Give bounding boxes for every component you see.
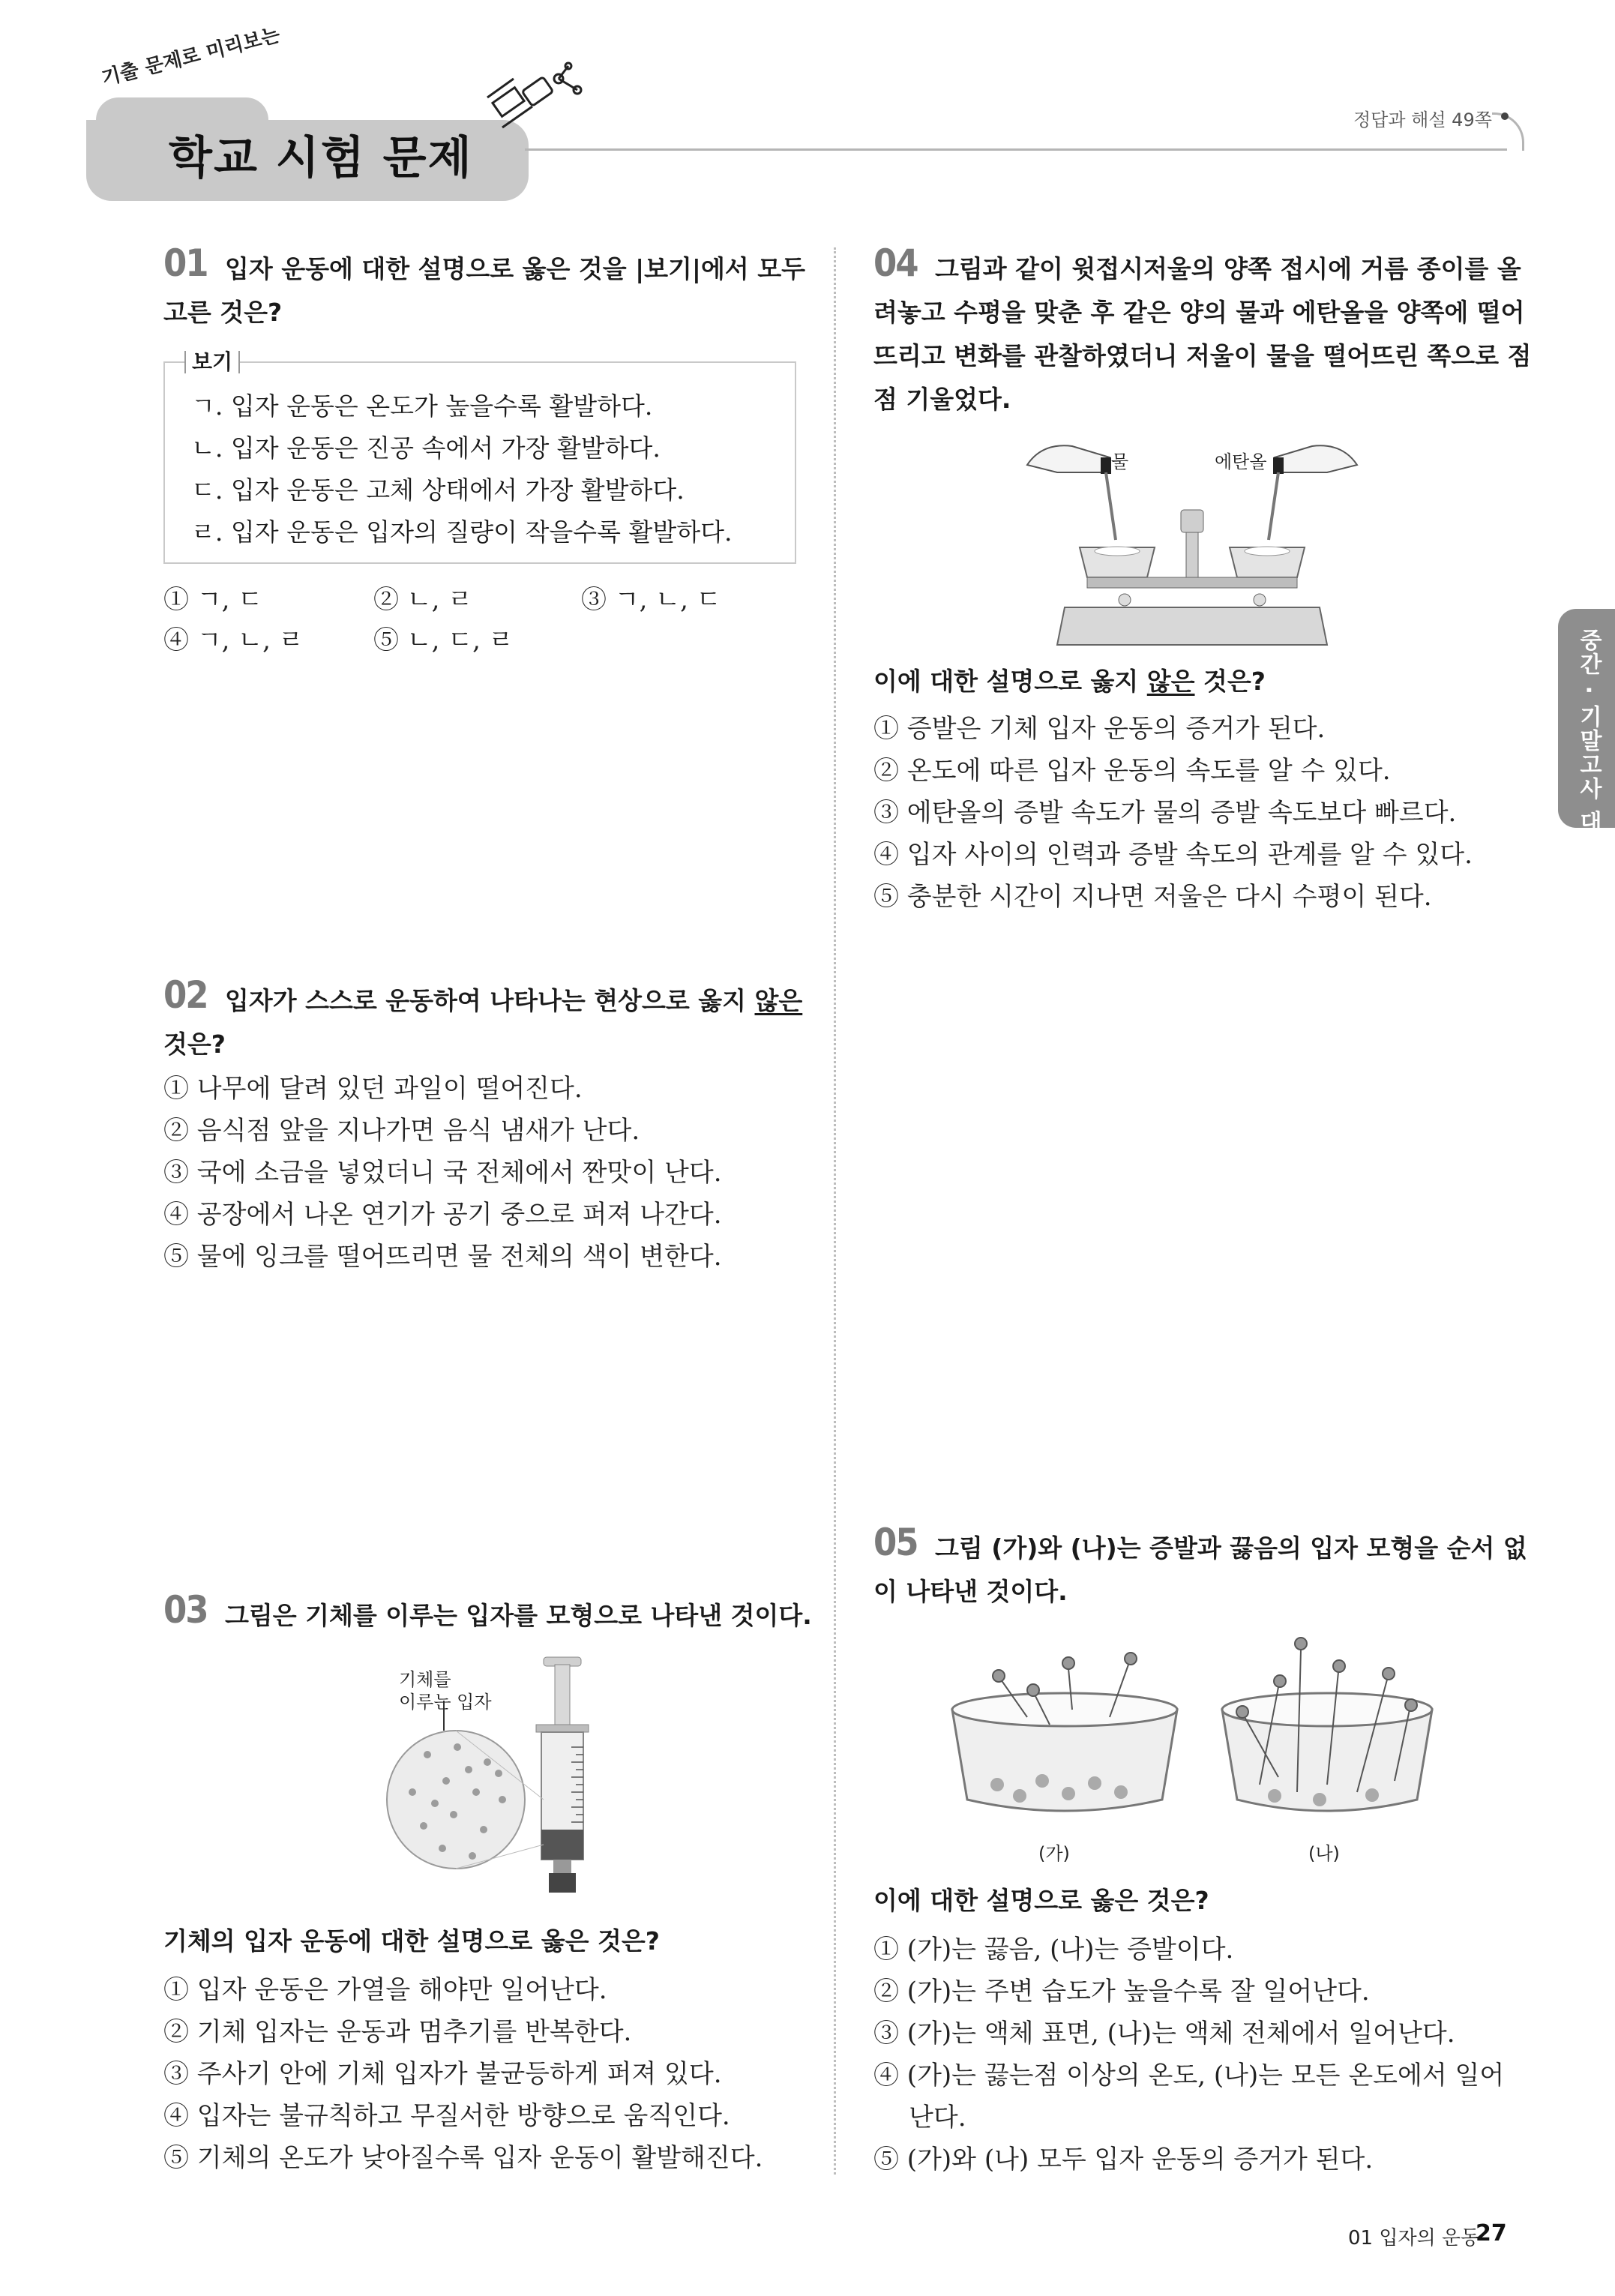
bogi-item: ㄱ. 입자 운동은 온도가 높을수록 활발하다.	[191, 391, 653, 421]
page-title: 학교 시험 문제	[169, 132, 473, 184]
emphasis-not: 않은	[1146, 667, 1195, 696]
bogi-item: ㄹ. 입자 운동은 입자의 질량이 작을수록 활발하다.	[191, 517, 733, 547]
question-stem: 그림 (가)와 (나)는 증발과 끓음의 입자 모형을 순서 없	[935, 1533, 1527, 1563]
answer-reference: 정답과 해설 49쪽	[1353, 109, 1492, 130]
answer-choice[interactable]: ② 기체 입자는 운동과 멈추기를 반복한다.	[163, 2017, 632, 2047]
answer-choice[interactable]: ⑤ (가)와 (나) 모두 입자 운동의 증거가 된다.	[873, 2145, 1374, 2175]
question-number: 04	[873, 241, 918, 285]
bogi-item: ㄷ. 입자 운동은 고체 상태에서 가장 활발하다.	[191, 475, 685, 505]
bogi-item: ㄴ. 입자 운동은 진공 속에서 가장 활발하다.	[191, 433, 661, 463]
answer-choice[interactable]: ③ 국에 소금을 넣었더니 국 전체에서 짠맛이 난다.	[163, 1158, 722, 1188]
balance-figure	[1012, 427, 1372, 652]
header-rule-curve	[1492, 112, 1524, 151]
figure-label-na: (나)	[1308, 1843, 1340, 1864]
question-stem: 이 나타낸 것이다.	[873, 1577, 1068, 1606]
answer-choice[interactable]: ③ (가)는 액체 표면, (나)는 액체 전체에서 일어난다.	[873, 2019, 1455, 2049]
answer-choice[interactable]: ④ 공장에서 나온 연기가 공기 중으로 퍼져 나간다.	[163, 1200, 722, 1230]
question-number: 05	[873, 1521, 918, 1564]
question-stem: 점 기울었다.	[873, 385, 1011, 414]
answer-choice[interactable]: ⑤ 충분한 시간이 지나면 저울은 다시 수평이 된다.	[873, 882, 1432, 912]
question-prompt: 이에 대한 설명으로 옳지 않은 것은?	[873, 667, 1266, 696]
question-prompt: 이에 대한 설명으로 옳은 것은?	[873, 1886, 1209, 1915]
question-stem: 려놓고 수평을 맞춘 후 같은 양의 물과 에탄올을 양쪽에 떨어	[873, 298, 1525, 327]
answer-choice[interactable]: ⑤ ㄴ, ㄷ, ㄹ	[373, 625, 514, 655]
question-number: 03	[163, 1588, 208, 1632]
question-prompt: 기체의 입자 운동에 대한 설명으로 옳은 것은?	[163, 1926, 660, 1956]
figure-label: 이루는 입자	[399, 1692, 492, 1713]
header-rule	[525, 148, 1507, 151]
answer-choice[interactable]: ② 온도에 따른 입자 운동의 속도를 알 수 있다.	[873, 756, 1391, 786]
satellite-icon	[472, 52, 585, 150]
answer-choice[interactable]: ④ 입자 사이의 인력과 증발 속도의 관계를 알 수 있다.	[873, 840, 1473, 870]
bogi-label: 보기	[184, 351, 240, 373]
question-stem: 그림과 같이 윗접시저울의 양쪽 접시에 거름 종이를 올	[935, 254, 1521, 283]
answer-choice[interactable]: ⑤ 물에 잉크를 떨어뜨리면 물 전체의 색이 변한다.	[163, 1242, 722, 1272]
answer-choice[interactable]: ⑤ 기체의 온도가 낮아질수록 입자 운동이 활발해진다.	[163, 2143, 763, 2173]
answer-choice[interactable]: ③ 에탄올의 증발 속도가 물의 증발 속도보다 빠르다.	[873, 798, 1457, 828]
question-stem: 그림은 기체를 이루는 입자를 모형으로 나타낸 것이다.	[225, 1601, 812, 1630]
answer-choice[interactable]: ④ ㄱ, ㄴ, ㄹ	[163, 625, 304, 655]
column-divider	[834, 247, 836, 2175]
question-stem: 뜨리고 변화를 관찰하였더니 저울이 물을 떨어뜨린 쪽으로 점	[873, 341, 1532, 370]
answer-choice[interactable]: ③ ㄱ, ㄴ, ㄷ	[581, 585, 721, 615]
footer-chapter: 01 입자의 운동	[1348, 2227, 1480, 2250]
emphasis-not: 않은	[754, 986, 803, 1015]
figure-label-ga: (가)	[1038, 1843, 1070, 1864]
answer-choice[interactable]: ① 나무에 달려 있던 과일이 떨어진다.	[163, 1074, 583, 1104]
answer-choice[interactable]: ② ㄴ, ㄹ	[373, 585, 473, 615]
question-stem: 입자 운동에 대한 설명으로 옳은 것을 |보기|에서 모두	[225, 254, 805, 283]
side-tab-label: 중간 · 기말고사 대비	[1575, 628, 1602, 859]
answer-choice[interactable]: ② 음식점 앞을 지나가면 음식 냄새가 난다.	[163, 1116, 640, 1146]
figure-label: 기체를	[399, 1669, 451, 1690]
question-stem: 입자가 스스로 운동하여 나타나는 현상으로 옳지 않은	[225, 986, 803, 1015]
header-dot	[1501, 112, 1509, 120]
question-stem: 고른 것은?	[163, 298, 283, 327]
figure-label-water: 물	[1111, 451, 1129, 472]
answer-choice[interactable]: ④ (가)는 끓는점 이상의 온도, (나)는 모든 온도에서 일어	[873, 2061, 1505, 2091]
answer-choice[interactable]: ② (가)는 주변 습도가 높을수록 잘 일어난다.	[873, 1977, 1370, 2007]
question-stem: 것은?	[163, 1030, 226, 1059]
question-number: 02	[163, 973, 208, 1017]
header-kicker: 기출 문제로 미리보는	[99, 23, 283, 91]
answer-choice-continuation: 난다.	[909, 2103, 966, 2133]
answer-choice[interactable]: ① (가)는 끓음, (나)는 증발이다.	[873, 1935, 1234, 1965]
answer-choice[interactable]: ④ 입자는 불규칙하고 무질서한 방향으로 움직인다.	[163, 2101, 730, 2131]
figure-label-ethanol: 에탄올	[1215, 451, 1267, 472]
answer-choice[interactable]: ① ㄱ, ㄷ	[163, 585, 263, 615]
page-number: 27	[1476, 2220, 1507, 2247]
answer-choice[interactable]: ① 증발은 기체 입자 운동의 증거가 된다.	[873, 714, 1326, 744]
answer-choice[interactable]: ③ 주사기 안에 기체 입자가 불균등하게 퍼져 있다.	[163, 2059, 722, 2089]
answer-choice[interactable]: ① 입자 운동은 가열을 해야만 일어난다.	[163, 1975, 607, 2005]
evaporation-boiling-figure	[945, 1627, 1440, 1837]
question-number: 01	[163, 241, 208, 285]
